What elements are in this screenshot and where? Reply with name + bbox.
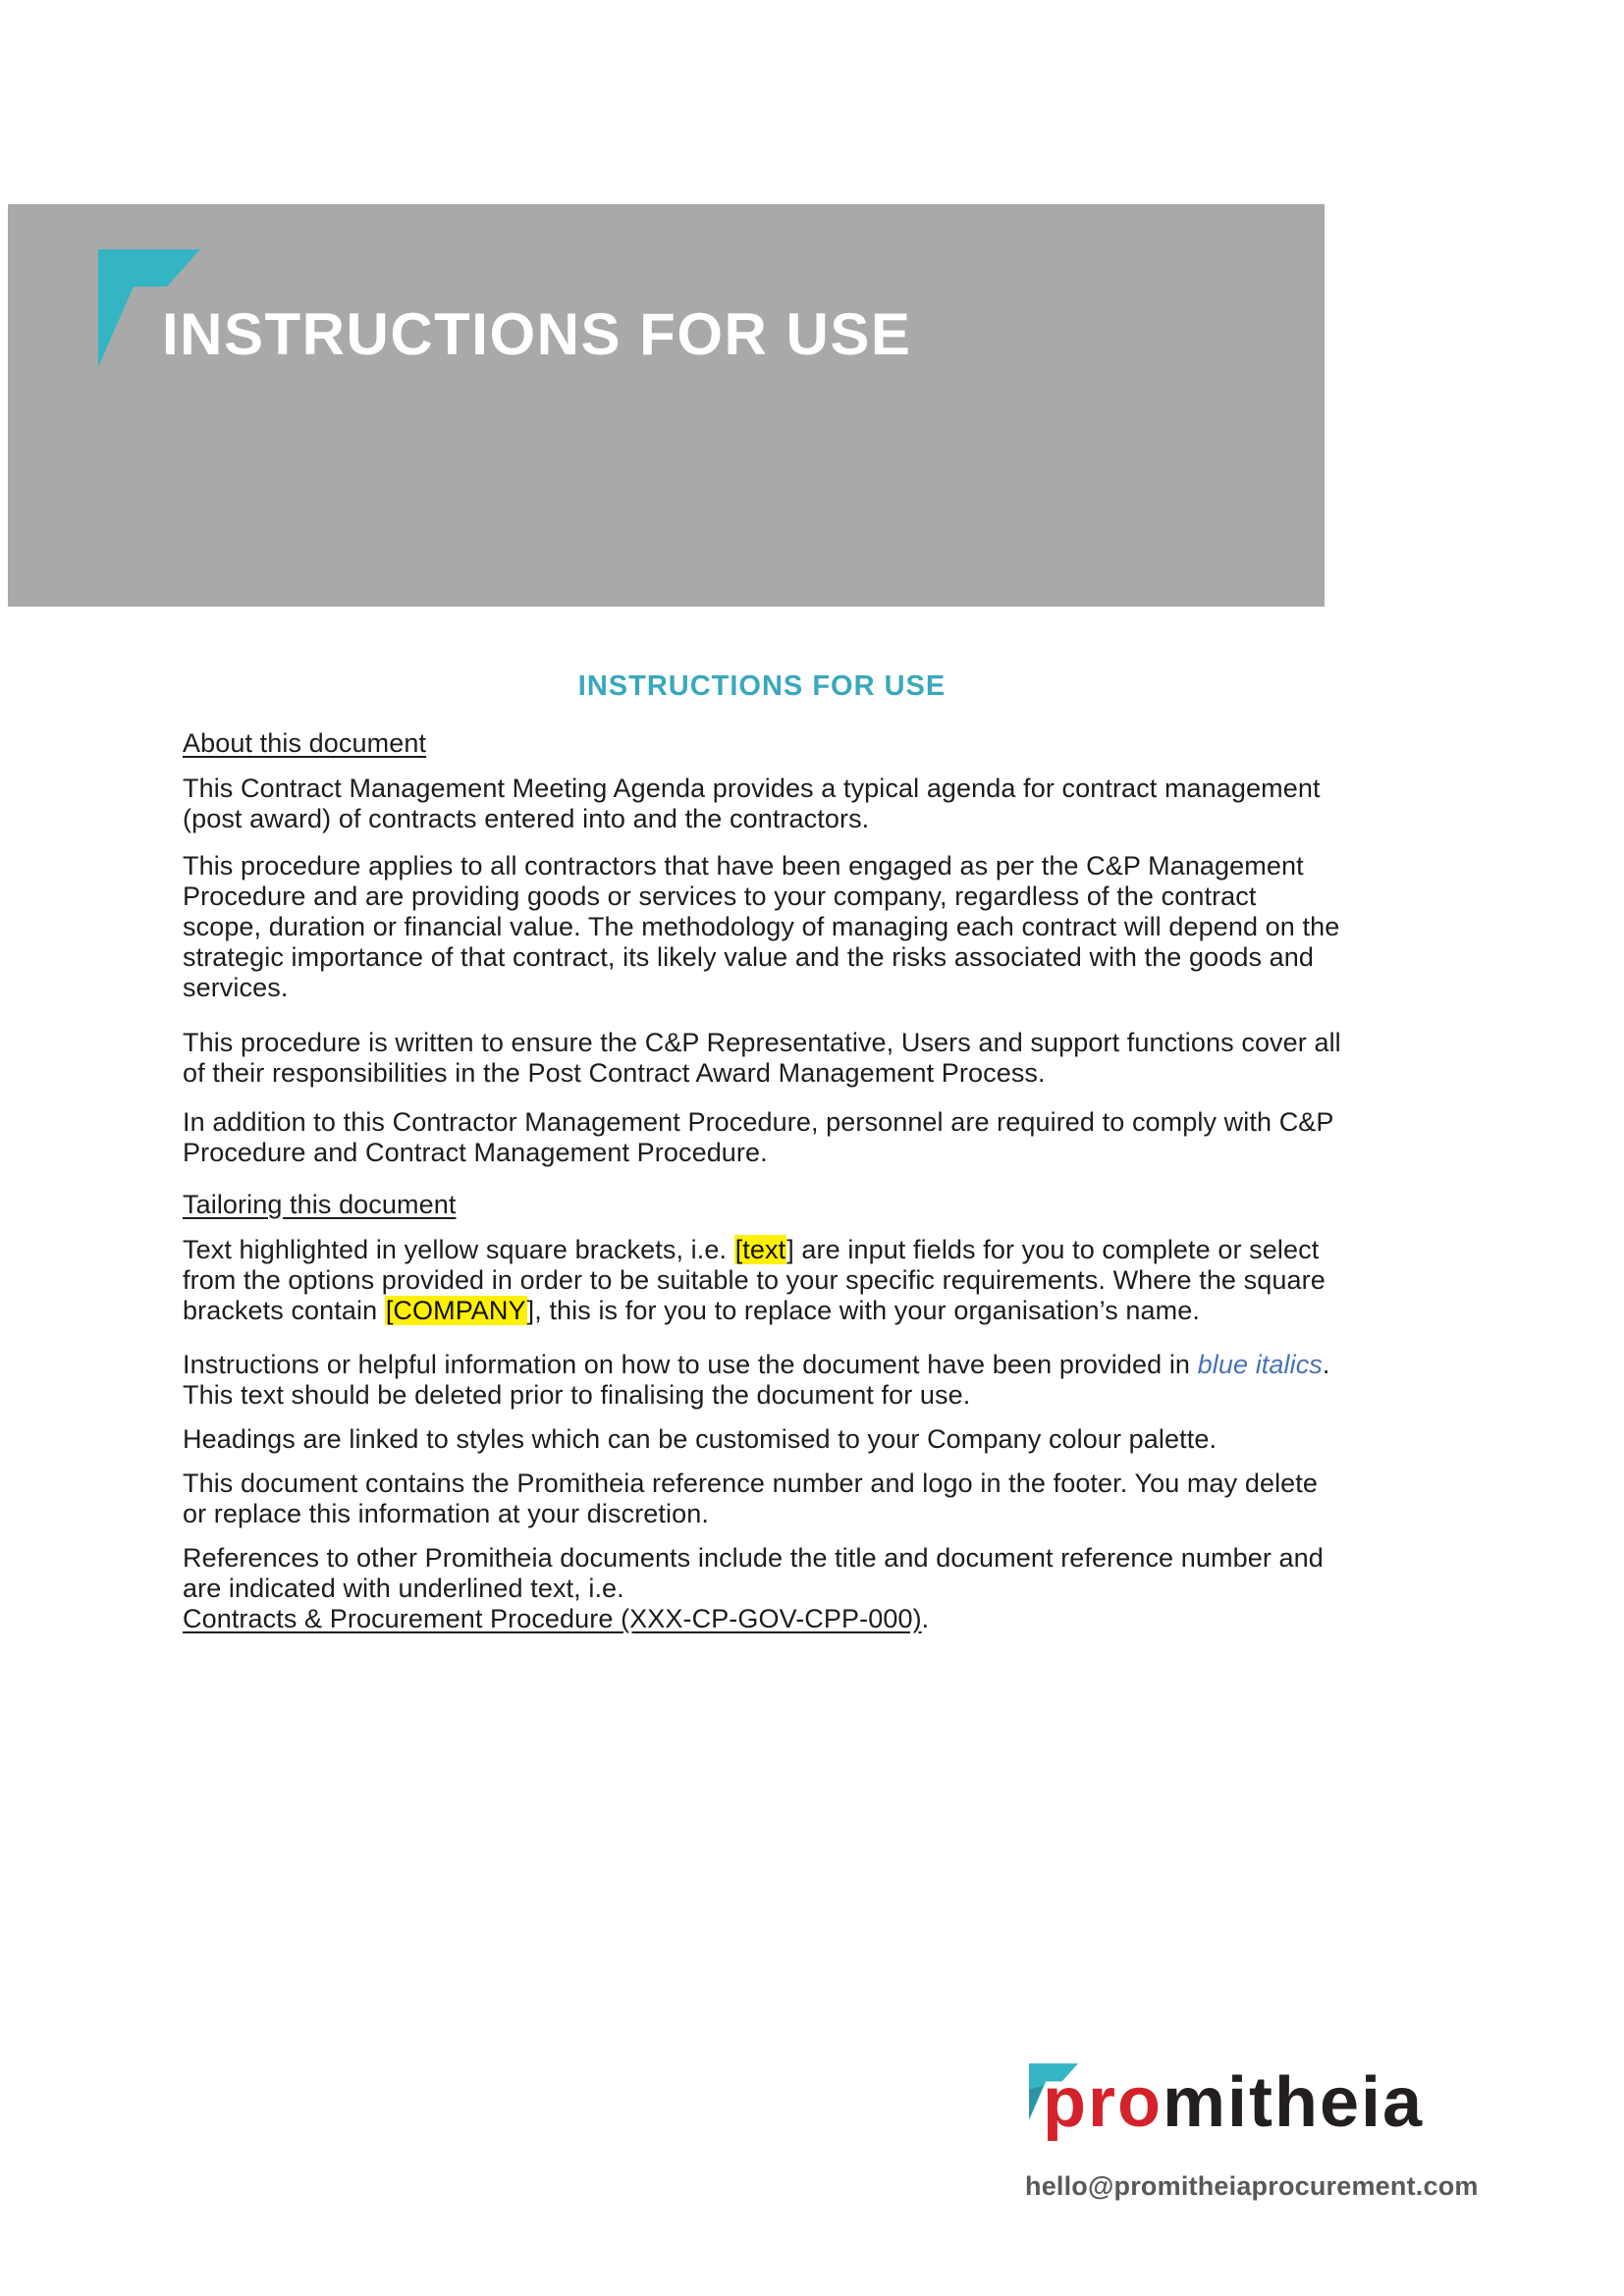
promitheia-logo [1029, 2057, 1424, 2156]
highlight-company-placeholder: [COMPANY [385, 1296, 526, 1325]
text-run: References to other Promitheia documents include the title and document reference number and are indicated with underlined text, i.e. [183, 1543, 1324, 1603]
text-run: . This text should be deleted prior to finalising the document for use. [183, 1350, 1330, 1410]
paragraph-about-2: This procedure applies to all contractors that have been engaged as per the C&P Management Procedure and are providing goods or services to your company, regardless of the contract scope, duration or financial value. The methodology of managing each contract will depend on the strategic importance of that contract, its likely value and the risks associated with the goods and services. [183, 851, 1340, 1002]
section-heading-tailoring: Tailoring this document [183, 1190, 457, 1219]
highlight-text-placeholder: [text [734, 1235, 786, 1264]
title-banner [8, 204, 1325, 607]
paragraph-references [183, 1543, 1341, 1634]
text-run: Instructions or helpful information on how to use the document have been provided in [183, 1350, 1198, 1379]
promitheia-logo-text [1043, 2063, 1425, 2142]
paragraph-about-1: This Contract Management Meeting Agenda provides a typical agenda for contract management (post award) of contracts entered into and the contractors. [183, 774, 1321, 833]
blue-italics-sample: blue italics [1197, 1350, 1323, 1379]
logo-text-mitheia: mitheia [1162, 2063, 1425, 2142]
banner-title: INSTRUCTIONS FOR USE [162, 301, 912, 367]
paragraph-headings-styles: Headings are linked to styles which can be customised to your Company colour palette. [183, 1424, 1218, 1454]
paragraph-blue-italics [183, 1350, 1341, 1411]
paragraph-about-3: This procedure is written to ensure the C&P Representative, Users and support functions cover all of their responsibilities in the Post Contract Award Management Process. [183, 1028, 1341, 1088]
paragraph-about-4: In addition to this Contractor Management Procedure, personnel are required to comply with C&P Procedure and Contract Management Procedure. [183, 1107, 1334, 1167]
document-body [183, 669, 1341, 1651]
text-run: ] are input fields for you to complete or select from the options provided in order to be suitable to your specific requirements. Where the square brackets contain [183, 1235, 1326, 1325]
text-run: . [921, 1604, 930, 1633]
contact-email: hello@promitheiaprocurement.com [1025, 2171, 1479, 2201]
logo-text-pro: pro [1043, 2063, 1163, 2142]
paragraph-input-fields [183, 1235, 1341, 1326]
page-heading: INSTRUCTIONS FOR USE [577, 670, 947, 702]
document-reference-link: Contracts & Procurement Procedure (XXX-CP-GOV-CPP-000) [183, 1604, 922, 1633]
text-run: Text highlighted in yellow square brackets, i.e. [183, 1235, 734, 1264]
section-heading-about: About this document [183, 728, 427, 758]
text-run: ], this is for you to replace with your organisation’s name. [526, 1296, 1200, 1325]
paragraph-footer-note: This document contains the Promitheia reference number and logo in the footer. You may delete or replace this information at your discretion. [183, 1468, 1319, 1528]
promitheia-mark-icon [1029, 2063, 1078, 2120]
